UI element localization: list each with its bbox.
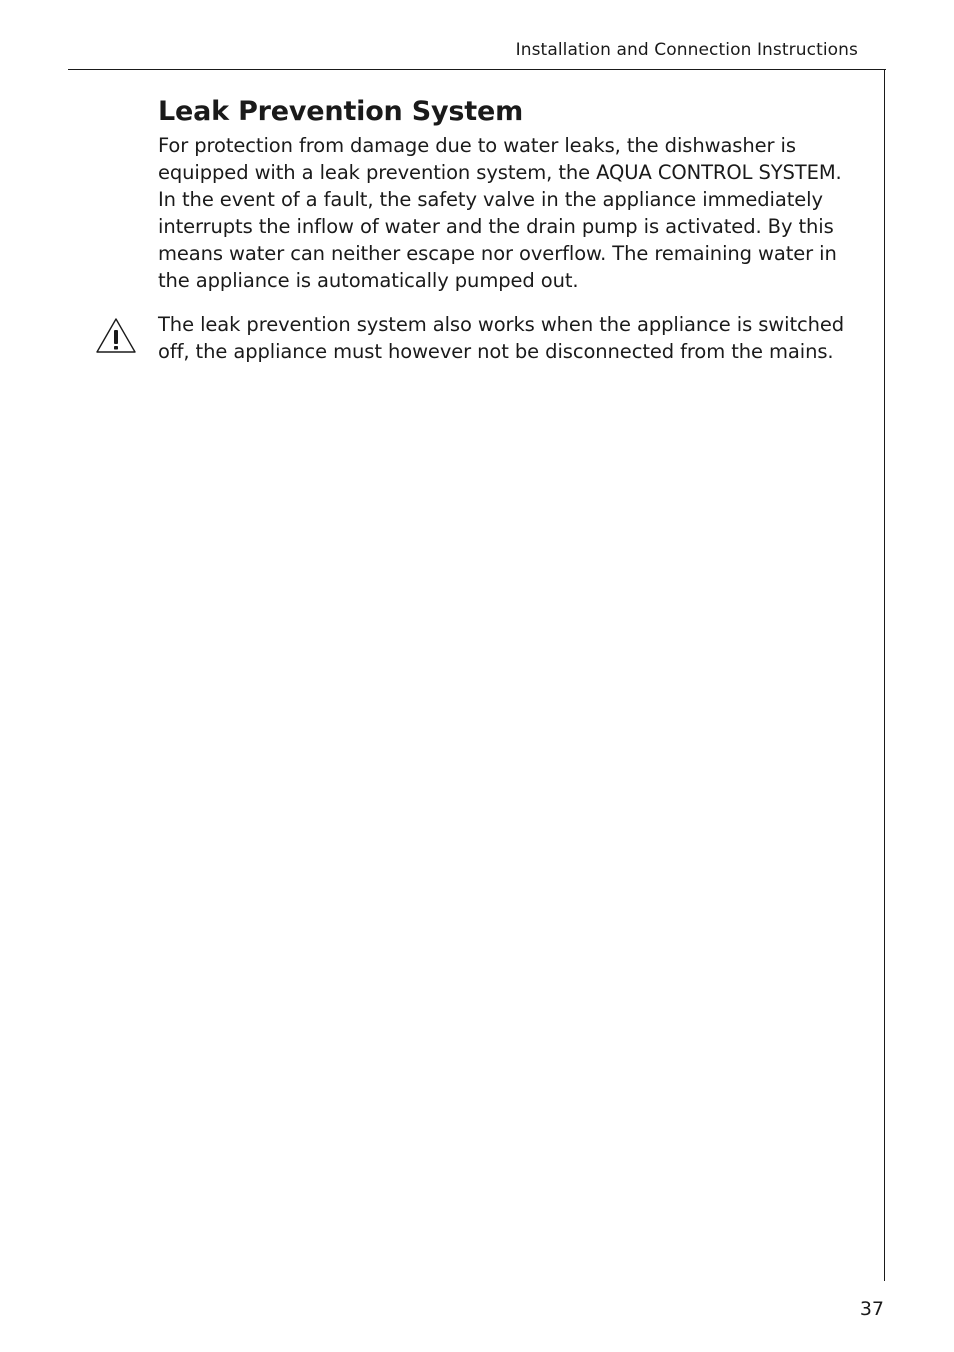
running-header: Installation and Connection Instructions	[515, 40, 858, 60]
warning-triangle-icon	[95, 317, 137, 355]
warning-paragraph: The leak prevention system also works when the appliance is switched off, the appliance must however not be disconnected from the mains.	[158, 313, 845, 363]
section-title: Leak Prevention System	[158, 96, 524, 127]
header-divider	[68, 69, 886, 70]
page-number: 37	[859, 1298, 884, 1320]
page-side-rule	[884, 69, 885, 1281]
main-content	[158, 94, 858, 365]
intro-paragraph: For protection from damage due to water leaks, the dishwasher is equipped with a leak prevention system, the AQUA CONTROL SYSTEM. In the event of a fault, the safety valve in the appliance immediately interrupts the inflow of water and the drain pump is activated. By this means water can neither escape nor overflow. The remaining water in the appliance is automatically pumped out.	[158, 134, 842, 292]
